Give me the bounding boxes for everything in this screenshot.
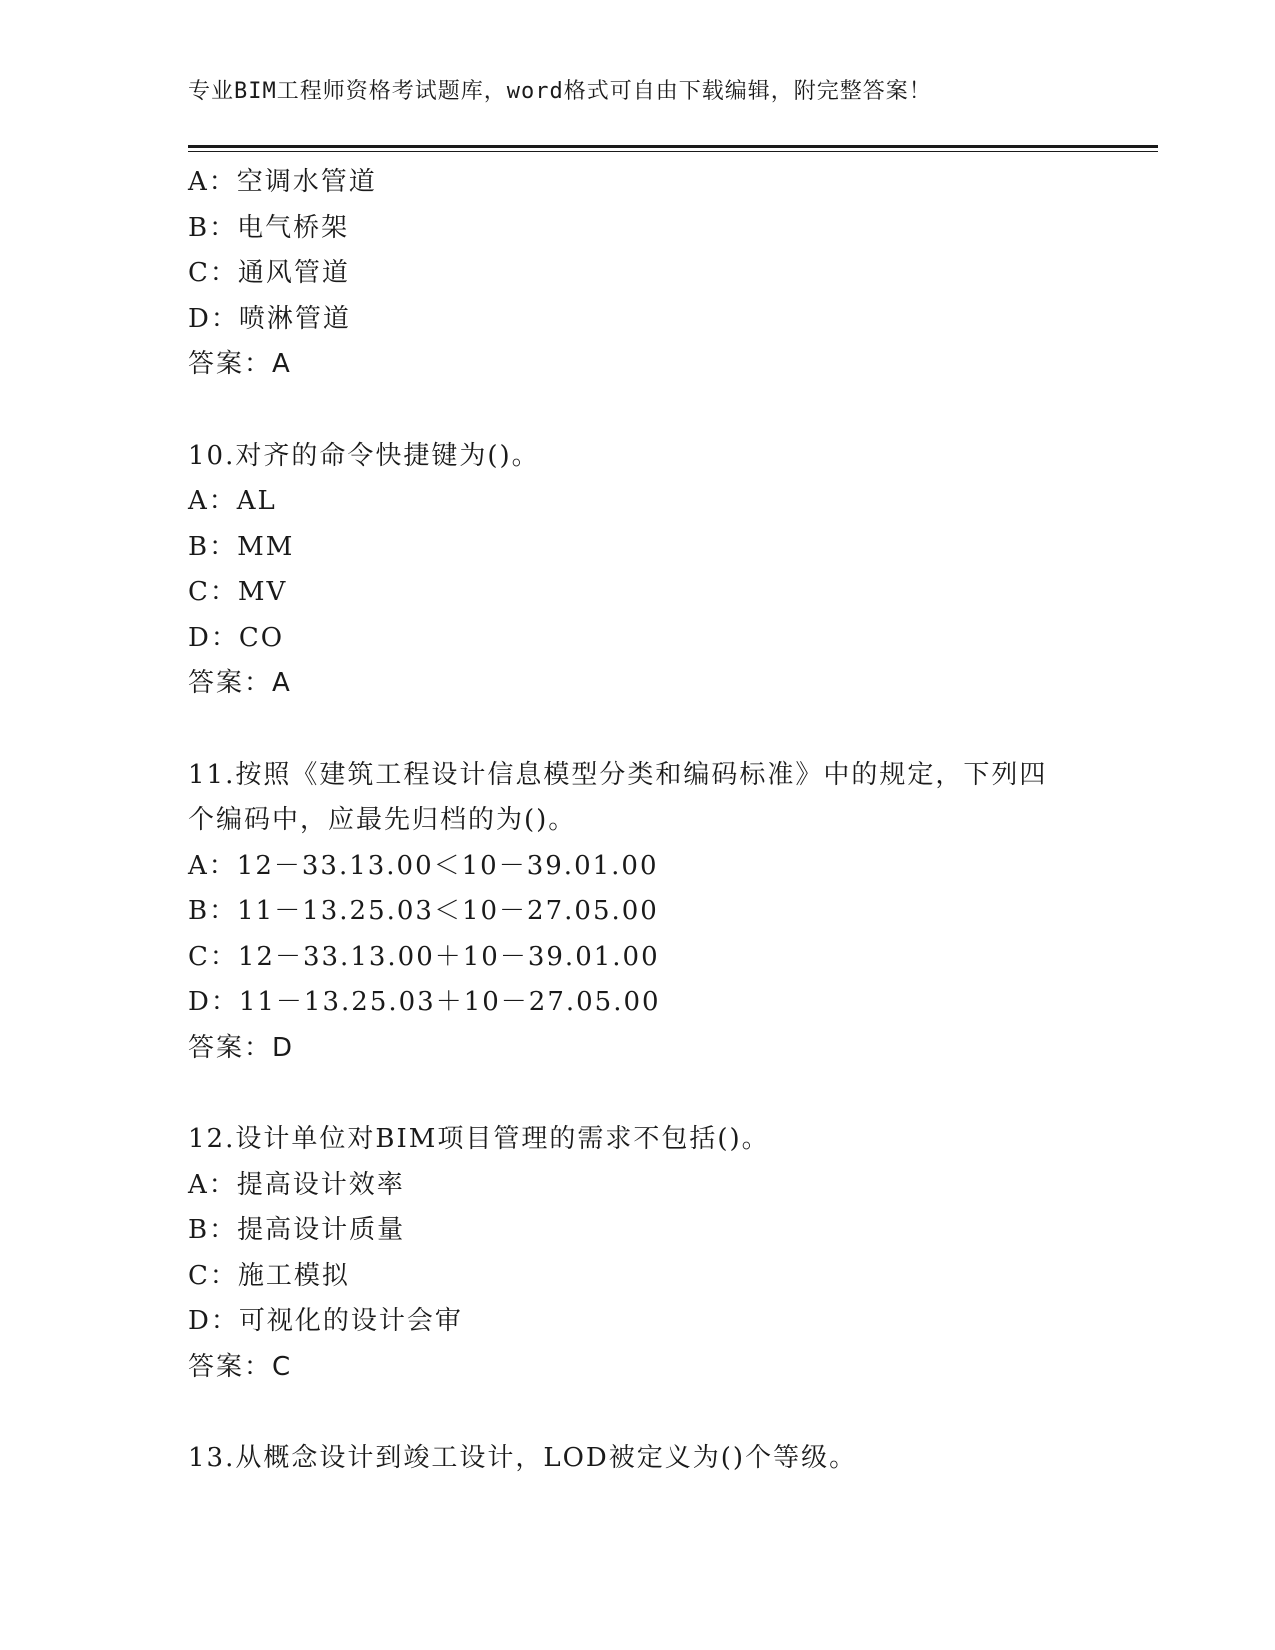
option-c: C：施工模拟 [188,1260,350,1291]
option-a: A：12－33.13.00＜10－39.01.00 [188,850,659,881]
option-b: B：电气桥架 [188,212,350,243]
question-content [188,160,1088,1482]
question-stem: 13.从概念设计到竣工设计，LOD被定义为()个等级。 [188,1443,858,1473]
option-b: B：MM [188,531,295,562]
option-d: D：11－13.25.03＋10－27.05.00 [188,987,661,1017]
question-stem: 10.对齐的命令快捷键为()。 [188,440,540,471]
option-d: D：CO [188,622,285,653]
header-rule-thin [188,151,1158,152]
option-b: B：11－13.25.03＜10－27.05.00 [188,896,659,926]
header-rule-thick [188,145,1158,148]
question-stem-continued: 个编码中，应最先归档的为()。 [188,805,577,835]
option-d: D：可视化的设计会审 [188,1306,463,1336]
option-c: C：通风管道 [188,258,350,288]
answer: 答案：C [188,1351,293,1382]
option-c: C：MV [188,577,288,607]
page-header: 专业BIM工程师资格考试题库，word格式可自由下载编辑，附完整答案！ [188,79,932,104]
question-stem: 11.按照《建筑工程设计信息模型分类和编码标准》中的规定，下列四 [188,759,1048,790]
option-d: D：喷淋管道 [188,303,351,334]
answer: 答案：A [188,668,292,698]
answer: 答案：A [188,349,292,379]
option-a: A：提高设计效率 [188,1169,405,1200]
option-b: B：提高设计质量 [188,1215,406,1245]
question-stem: 12.设计单位对BIM项目管理的需求不包括()。 [188,1124,770,1154]
option-c: C：12－33.13.00＋10－39.01.00 [188,941,660,972]
option-a: A：AL [188,486,277,516]
option-a: A：空调水管道 [188,167,377,197]
answer: 答案：D [188,1032,295,1063]
